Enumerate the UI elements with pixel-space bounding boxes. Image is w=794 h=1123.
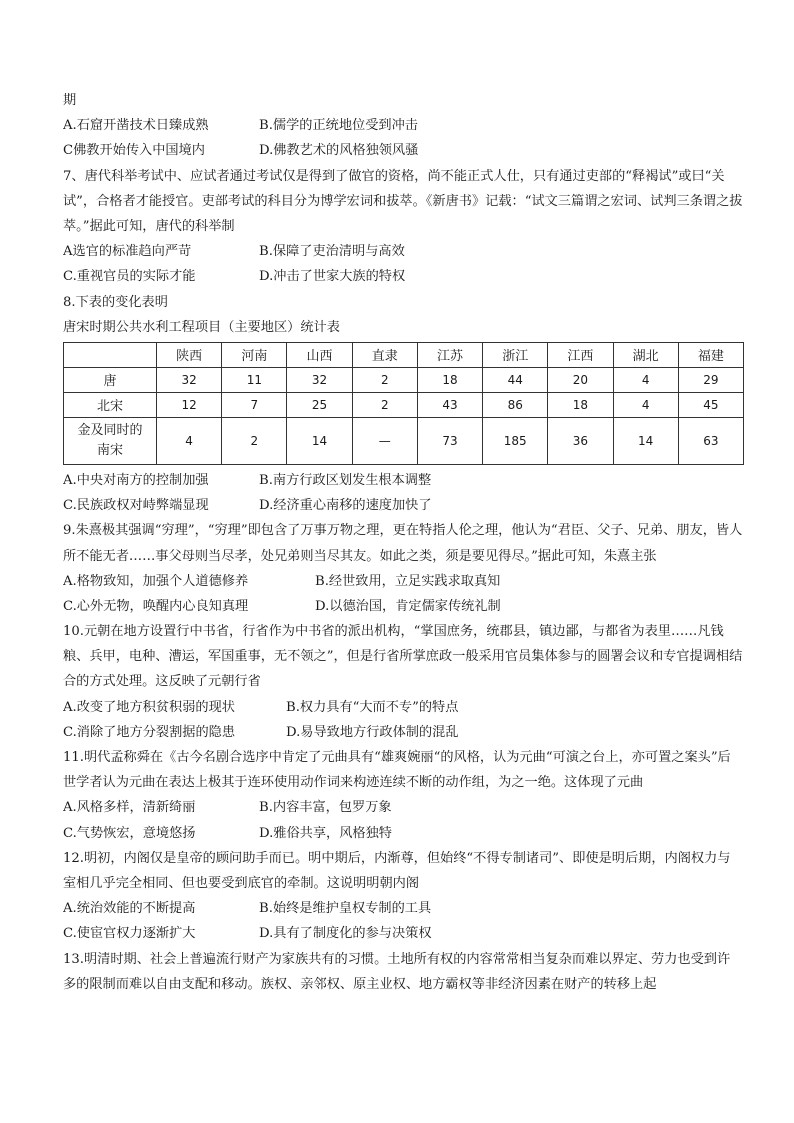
q11-options-row-2 xyxy=(63,821,743,846)
table-cell: — xyxy=(352,417,417,464)
q8-option-b[interactable]: B.南方行政区划发生根本调整 xyxy=(259,472,432,488)
table-header-cell: 福建 xyxy=(678,342,743,367)
exam-page xyxy=(63,88,743,997)
q9-option-b[interactable]: B.经世致用，立足实践求取真知 xyxy=(315,573,501,589)
table-cell: 4 xyxy=(613,367,678,392)
q10-options-row-2 xyxy=(63,720,743,745)
table-cell: 32 xyxy=(287,367,352,392)
table-cell: 18 xyxy=(548,392,613,417)
q10-options-row-1 xyxy=(63,695,743,720)
q13-stem: 13.明清时期、社会上普遍流行财产为家族共有的习惯。土地所有权的内容常常相当复杂而难以界定、劳力也受到许多的限制而难以自由支配和移动。族权、亲邻权、原主业权、地方霸权等非经济因素在财产的转移上起 xyxy=(63,951,731,992)
q10-stem: 10.元朝在地方设置行中书省，行省作为中书省的派出机构，“掌国庶务，统郡县，镇边鄙，与都省为表里……凡钱粮、兵甲，电种、漕运，军国重事，无不领之”，但是行省所掌庶政一般采用官员集体参与的圆署会议和专官提调相结合的方式处理。这反映了元朝行省 xyxy=(63,624,743,690)
q7-option-a[interactable]: A选官的标准趋向严苛 xyxy=(63,244,192,260)
table-cell: 44 xyxy=(483,367,548,392)
q10-option-b[interactable]: B.权力具有“大而不专”的特点 xyxy=(286,699,459,715)
q10-option-a[interactable]: A.改变了地方积贫积弱的现状 xyxy=(63,699,235,715)
table-cell: 14 xyxy=(613,417,678,464)
table-cell: 14 xyxy=(287,417,352,464)
water-project-table xyxy=(63,342,744,465)
table-header-cell: 直隶 xyxy=(352,342,417,367)
q6-options-row-2 xyxy=(63,138,743,163)
table-cell: 4 xyxy=(613,392,678,417)
q12-options-row-2 xyxy=(63,921,743,946)
table-cell: 20 xyxy=(548,367,613,392)
q8-option-c[interactable]: C.民族政权对峙弊端显现 xyxy=(63,498,209,514)
table-cell: 36 xyxy=(548,417,613,464)
q11-option-d[interactable]: D.雅俗共享，风格独特 xyxy=(259,825,392,841)
q9-stem: 9.朱熹极其强调“穷理”，“穷理”即包含了万事万物之理，更在特指人伦之理，他认为“君臣、父子、兄弟、朋友，皆人所不能无者……事父母则当尽孝，处兄弟则当尽其友。如此之类，须是要见得尽。”据此可知，朱熹主张 xyxy=(63,523,743,564)
q8-stem: 8.下表的变化表明 xyxy=(63,294,168,310)
q7-stem: 7、唐代科举考试中、应试者通过考试仅是得到了做官的资格，尚不能正式人仕，只有通过吏部的“释褐试”或曰“关试”，合格者才能授官。吏部考试的科目分为博学宏词和拔萃。《新唐书》记载：“试文三篇谓之宏词、试判三条谓之拔萃。”据此可知，唐代的科举制 xyxy=(63,168,743,234)
q11-option-a[interactable]: A.风格多样，清新绮丽 xyxy=(63,800,196,816)
q10-option-c[interactable]: C.消除了地方分裂割据的隐患 xyxy=(63,724,236,740)
table-row xyxy=(64,367,744,392)
table-cell: 2 xyxy=(222,417,287,464)
table-row-label: 唐 xyxy=(64,367,157,392)
table-header-row xyxy=(64,342,744,367)
table-row xyxy=(64,392,744,417)
table-cell: 11 xyxy=(222,367,287,392)
table-header-cell: 江苏 xyxy=(417,342,482,367)
table-cell: 63 xyxy=(678,417,743,464)
q12-option-b[interactable]: B.始终是维护皇权专制的工具 xyxy=(259,901,432,917)
q9-option-c[interactable]: C.心外无物，唤醒内心良知真理 xyxy=(63,598,249,614)
table-cell: 2 xyxy=(352,367,417,392)
table-cell: 7 xyxy=(222,392,287,417)
q12-options-row-1 xyxy=(63,896,743,921)
q7-options-row-1 xyxy=(63,239,743,264)
q11-option-c[interactable]: C.气势恢宏，意境悠扬 xyxy=(63,825,196,841)
table-cell: 185 xyxy=(483,417,548,464)
q7-options-row-2 xyxy=(63,264,743,289)
q6-options-row-1 xyxy=(63,113,743,138)
q6-option-b[interactable]: B.儒学的正统地位受到冲击 xyxy=(259,118,418,134)
table-cell: 43 xyxy=(417,392,482,417)
q12-option-c[interactable]: C.使宦官权力逐渐扩大 xyxy=(63,926,196,942)
table-cell: 25 xyxy=(287,392,352,417)
continued-stem-end: 期 xyxy=(63,93,77,108)
q8-options-row-2 xyxy=(63,493,743,518)
q11-stem: 11.明代孟称舜在《古今名剧合选序中肯定了元曲具有“雄爽婉丽“的风格，认为元曲“可演之台上，亦可置之案头”后世学者认为元曲在表达上极其于连环使用动作词来构迹连续不断的动作组，为之一绝。这体现了元曲 xyxy=(63,750,731,791)
q8-options-row-1 xyxy=(63,468,743,493)
table-cell: 29 xyxy=(678,367,743,392)
table-cell: 2 xyxy=(352,392,417,417)
table-cell: 73 xyxy=(417,417,482,464)
q10-option-d[interactable]: D.易导致地方行政体制的混乱 xyxy=(286,724,459,740)
table-header-cell: 河南 xyxy=(222,342,287,367)
q7-option-c[interactable]: C.重视官员的实际才能 xyxy=(63,269,196,285)
table-header-cell: 山西 xyxy=(287,342,352,367)
q7-option-b[interactable]: B.保障了吏治清明与高效 xyxy=(259,244,405,260)
table-row-label: 北宋 xyxy=(64,392,157,417)
q11-options-row-1 xyxy=(63,795,743,820)
table-header-cell xyxy=(64,342,157,367)
table-cell: 12 xyxy=(157,392,222,417)
table-row-label-line-2: 南宋 xyxy=(96,442,123,458)
q6-option-d[interactable]: D.佛教艺术的风格独领风骚 xyxy=(259,143,419,159)
table-row xyxy=(64,417,744,464)
q8-table-title: 唐宋时期公共水利工程项目（主要地区）统计表 xyxy=(63,319,340,335)
table-cell: 45 xyxy=(678,392,743,417)
q8-option-d[interactable]: D.经济重心南移的速度加快了 xyxy=(259,498,432,514)
q6-option-c[interactable]: C佛教开始传入中国境内 xyxy=(63,143,205,159)
q9-options-row-1 xyxy=(63,569,743,594)
q9-option-a[interactable]: A.格物致知，加强个人道德修养 xyxy=(63,573,249,589)
q12-option-d[interactable]: D.具有了制度化的参与决策权 xyxy=(259,926,432,942)
table-cell: 18 xyxy=(417,367,482,392)
table-row-label-line-1: 金及同时的 xyxy=(77,422,143,438)
q9-option-d[interactable]: D.以德治国，肯定儒家传统礼制 xyxy=(315,598,501,614)
table-header-cell: 湖北 xyxy=(613,342,678,367)
table-cell: 32 xyxy=(157,367,222,392)
table-header-cell: 浙江 xyxy=(483,342,548,367)
q9-options-row-2 xyxy=(63,594,743,619)
q11-option-b[interactable]: B.内容丰富，包罗万象 xyxy=(259,800,392,816)
table-row-label xyxy=(64,417,157,464)
q12-option-a[interactable]: A.统治效能的不断提高 xyxy=(63,901,196,917)
table-header-cell: 陕西 xyxy=(157,342,222,367)
table-cell: 4 xyxy=(157,417,222,464)
table-cell: 86 xyxy=(483,392,548,417)
q7-option-d[interactable]: D.冲击了世家大族的特权 xyxy=(259,269,406,285)
q12-stem: 12.明初，内阁仅是皇帝的顾问助手而已。明中期后，内渐尊，但始终“不得专制诸司”、即使是明后期，内阁权力与室相几乎完全相同、但也要受到底官的牵制。这说明明朝内阁 xyxy=(63,850,731,892)
q8-option-a[interactable]: A.中央对南方的控制加强 xyxy=(63,472,209,488)
table-header-cell: 江西 xyxy=(548,342,613,367)
q6-option-a[interactable]: A.石窟开凿技术日臻成熟 xyxy=(63,118,209,134)
